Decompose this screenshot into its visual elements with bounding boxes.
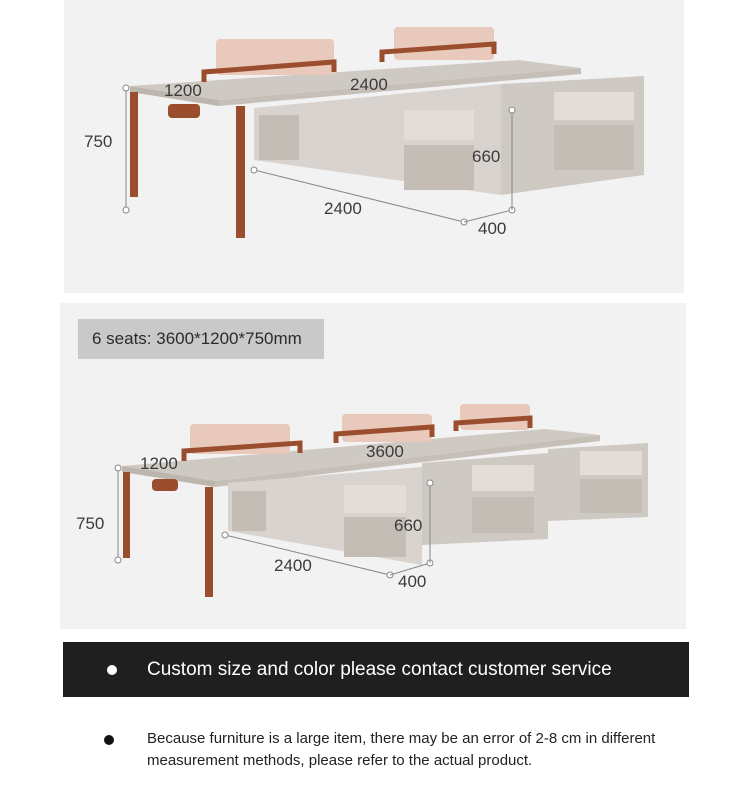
dim-cabinet-depth: 400 — [398, 572, 427, 591]
dim-cabinet-height: 660 — [472, 147, 501, 166]
desk-illustration-4-seats — [64, 0, 684, 293]
dim-cabinet-length: 2400 — [324, 199, 362, 218]
product-image-4-seats — [64, 0, 684, 293]
dim-cabinet-height: 660 — [394, 516, 423, 535]
dim-height: 750 — [76, 514, 105, 533]
dim-cabinet-depth: 400 — [478, 219, 507, 238]
cable-tray — [152, 479, 178, 491]
desk-leg — [130, 92, 138, 197]
cable-tray — [168, 104, 200, 118]
dim-length: 2400 — [350, 75, 388, 94]
product-image-6-seats — [60, 303, 686, 629]
bullet-icon — [104, 735, 114, 745]
seats-size-badge: 6 seats: 3600*1200*750mm — [78, 319, 324, 359]
dim-depth: 1200 — [140, 454, 178, 473]
bullet-icon — [107, 665, 117, 675]
note-text: Because furniture is a large item, there may be an error of 2-8 cm in different measurement methods, please refer to the actual product. — [147, 730, 656, 769]
desk-leg — [205, 487, 213, 597]
desk-leg — [236, 106, 245, 238]
custom-size-banner — [63, 642, 689, 697]
dim-height: 750 — [84, 132, 113, 151]
dim-depth: 1200 — [164, 81, 202, 100]
dim-length: 3600 — [366, 442, 404, 461]
dim-cabinet-length: 2400 — [274, 556, 312, 575]
desk-leg — [123, 472, 130, 558]
banner-text: Custom size and color please contact customer service — [147, 659, 612, 680]
